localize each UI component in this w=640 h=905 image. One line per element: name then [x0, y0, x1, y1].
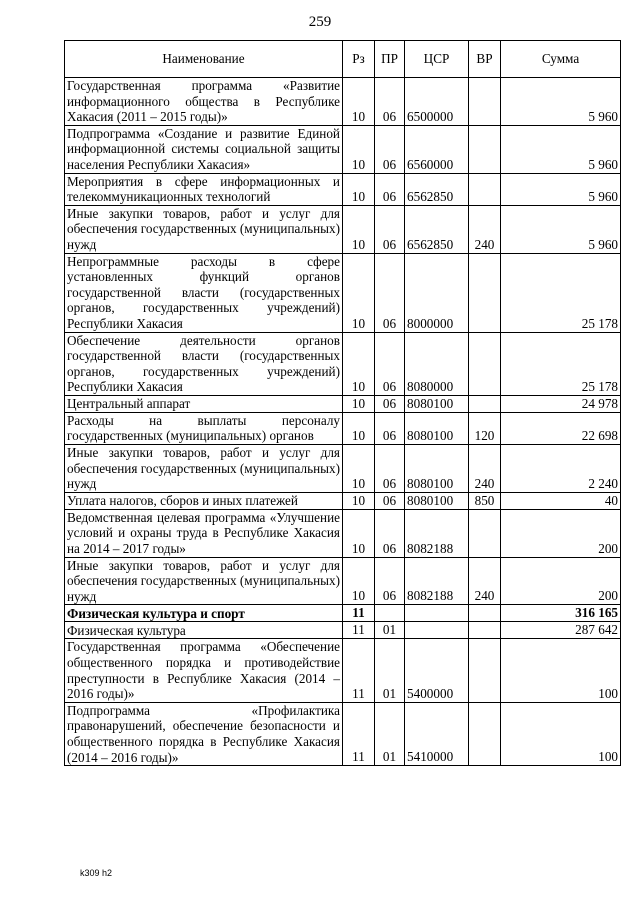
page-number: 259: [308, 14, 332, 30]
cell-csr: 8080100: [405, 492, 469, 509]
cell-vr: 850: [469, 492, 501, 509]
cell-csr: 8080100: [405, 445, 469, 493]
header-pr: ПР: [375, 41, 405, 78]
cell-rz: 10: [343, 205, 375, 253]
cell-rz: 10: [343, 557, 375, 605]
cell-csr: 8082188: [405, 509, 469, 557]
cell-csr: 8000000: [405, 253, 469, 332]
table-row: [65, 125, 621, 173]
cell-sum: 200: [501, 557, 621, 605]
cell-pr: 06: [375, 395, 405, 412]
cell-pr: 06: [375, 492, 405, 509]
cell-vr: [469, 395, 501, 412]
cell-sum: 316 165: [501, 605, 621, 622]
cell-name: Ведомственная целевая программа «Улучшение условий и охраны труда в Республике Хакасия на 2014 – 2017 годы»: [65, 509, 343, 557]
cell-rz: 10: [343, 395, 375, 412]
footer-code: k309 h2: [80, 868, 113, 878]
cell-name: Расходы на выплаты персоналу государственных (муниципальных) органов: [65, 412, 343, 444]
cell-vr: [469, 173, 501, 205]
cell-csr: 8080100: [405, 412, 469, 444]
table-row: [65, 412, 621, 444]
cell-sum: 100: [501, 639, 621, 702]
header-name: Наименование: [65, 41, 343, 78]
table-row: [65, 332, 621, 395]
cell-csr: 6562850: [405, 205, 469, 253]
cell-vr: [469, 509, 501, 557]
cell-csr: [405, 605, 469, 622]
table-row: [65, 445, 621, 493]
cell-rz: 10: [343, 78, 375, 126]
cell-name: Подпрограмма «Создание и развитие Единой информационной системы социальной защиты населения Республики Хакасия»: [65, 125, 343, 173]
cell-name: Государственная программа «Обеспечение общественного порядка и противодействие преступности в Республике Хакасия (2014 – 2016 годы)»: [65, 639, 343, 702]
cell-vr: [469, 332, 501, 395]
table-row: [65, 253, 621, 332]
table-row: [65, 557, 621, 605]
cell-sum: 40: [501, 492, 621, 509]
cell-sum: 5 960: [501, 173, 621, 205]
cell-vr: 240: [469, 205, 501, 253]
cell-name: Иные закупки товаров, работ и услуг для обеспечения государственных (муниципальных) нужд: [65, 557, 343, 605]
cell-name: Обеспечение деятельности органов государственной власти (государственных органов, государственных учреждений) Республики Хакасия: [65, 332, 343, 395]
table-row: [65, 173, 621, 205]
cell-pr: 06: [375, 412, 405, 444]
table-row: [65, 702, 621, 765]
cell-vr: 240: [469, 445, 501, 493]
header-csr: ЦСР: [405, 41, 469, 78]
cell-name: Иные закупки товаров, работ и услуг для обеспечения государственных (муниципальных) нужд: [65, 445, 343, 493]
cell-sum: 22 698: [501, 412, 621, 444]
cell-pr: 06: [375, 557, 405, 605]
cell-csr: 6560000: [405, 125, 469, 173]
cell-name: Государственная программа «Развитие информационного общества в Республике Хакасия (2011 – 2015 годы)»: [65, 78, 343, 126]
cell-csr: 8080000: [405, 332, 469, 395]
table-row: [65, 509, 621, 557]
table-row: [65, 605, 621, 622]
table-row: [65, 78, 621, 126]
table-header-row: [65, 41, 621, 78]
cell-csr: 6562850: [405, 173, 469, 205]
cell-sum: 25 178: [501, 332, 621, 395]
cell-sum: 200: [501, 509, 621, 557]
header-vr: ВР: [469, 41, 501, 78]
cell-sum: 25 178: [501, 253, 621, 332]
cell-name: Мероприятия в сфере информационных и телекоммуникационных технологий: [65, 173, 343, 205]
cell-rz: 10: [343, 253, 375, 332]
cell-rz: 11: [343, 639, 375, 702]
cell-csr: 8080100: [405, 395, 469, 412]
cell-sum: 5 960: [501, 78, 621, 126]
cell-vr: [469, 702, 501, 765]
cell-pr: 06: [375, 253, 405, 332]
cell-rz: 10: [343, 445, 375, 493]
table-row: [65, 395, 621, 412]
table-row: [65, 205, 621, 253]
cell-sum: 2 240: [501, 445, 621, 493]
cell-name: Непрограммные расходы в сфере установленных функций органов государственной власти (государственных органов, государственных учреждений) Республики Хакасия: [65, 253, 343, 332]
cell-pr: 06: [375, 78, 405, 126]
cell-rz: 10: [343, 412, 375, 444]
cell-csr: 6500000: [405, 78, 469, 126]
table-row: [65, 639, 621, 702]
cell-name: Центральный аппарат: [65, 395, 343, 412]
cell-csr: [405, 622, 469, 639]
cell-vr: [469, 639, 501, 702]
cell-name: Физическая культура и спорт: [65, 605, 343, 622]
cell-rz: 10: [343, 332, 375, 395]
cell-sum: 5 960: [501, 125, 621, 173]
header-sum: Сумма: [501, 41, 621, 78]
cell-pr: 06: [375, 125, 405, 173]
cell-csr: 8082188: [405, 557, 469, 605]
cell-pr: 06: [375, 332, 405, 395]
cell-vr: [469, 605, 501, 622]
header-rz: Рз: [343, 41, 375, 78]
cell-rz: 11: [343, 605, 375, 622]
cell-rz: 11: [343, 622, 375, 639]
cell-pr: [375, 605, 405, 622]
cell-rz: 11: [343, 702, 375, 765]
table-row: [65, 622, 621, 639]
table-row: [65, 492, 621, 509]
cell-rz: 10: [343, 173, 375, 205]
cell-vr: [469, 622, 501, 639]
cell-sum: 287 642: [501, 622, 621, 639]
cell-pr: 06: [375, 205, 405, 253]
cell-pr: 06: [375, 445, 405, 493]
cell-sum: 100: [501, 702, 621, 765]
cell-csr: 5410000: [405, 702, 469, 765]
cell-rz: 10: [343, 125, 375, 173]
cell-vr: [469, 125, 501, 173]
cell-pr: 06: [375, 173, 405, 205]
cell-pr: 01: [375, 622, 405, 639]
cell-pr: 06: [375, 509, 405, 557]
cell-pr: 01: [375, 639, 405, 702]
cell-vr: [469, 253, 501, 332]
cell-name: Подпрограмма «Профилактика правонарушений, обеспечение безопасности и общественного порядка в Республике Хакасия (2014 – 2016 годы)»: [65, 702, 343, 765]
cell-vr: [469, 78, 501, 126]
cell-sum: 5 960: [501, 205, 621, 253]
cell-rz: 10: [343, 492, 375, 509]
budget-table: [64, 40, 621, 766]
cell-sum: 24 978: [501, 395, 621, 412]
cell-pr: 01: [375, 702, 405, 765]
cell-name: Иные закупки товаров, работ и услуг для обеспечения государственных (муниципальных) нужд: [65, 205, 343, 253]
cell-rz: 10: [343, 509, 375, 557]
cell-vr: 240: [469, 557, 501, 605]
cell-name: Физическая культура: [65, 622, 343, 639]
cell-csr: 5400000: [405, 639, 469, 702]
cell-name: Уплата налогов, сборов и иных платежей: [65, 492, 343, 509]
cell-vr: 120: [469, 412, 501, 444]
